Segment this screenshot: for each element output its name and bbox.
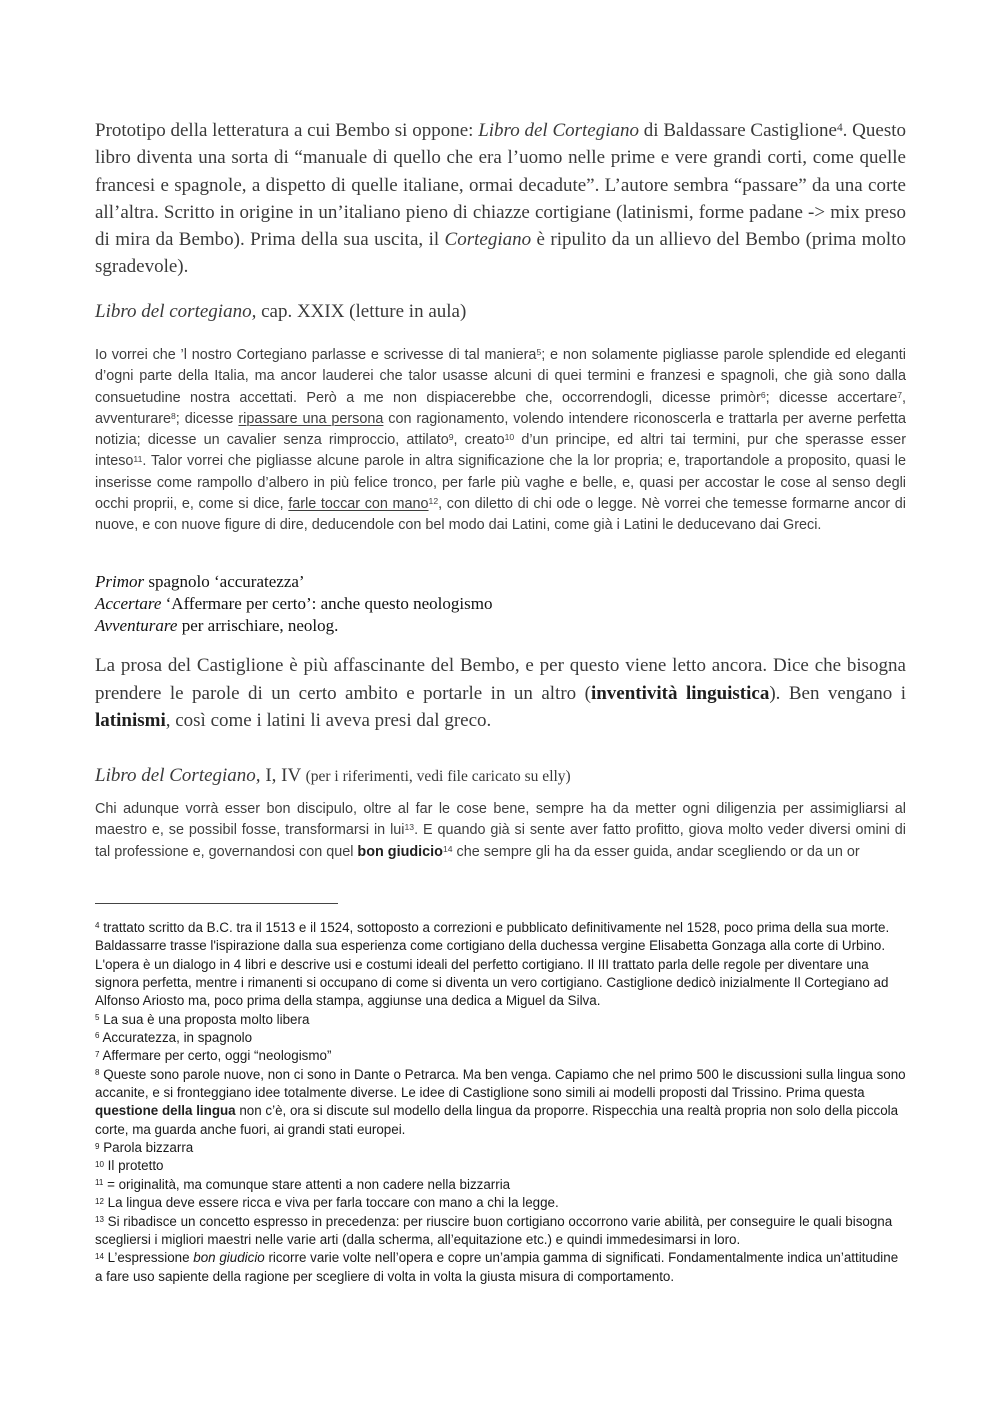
text-run: , con diletto di chi ode o legge. Nè vorrei che temesse formarne ancor di nuove, e con nuove figure di dire, deducendole con bel modo dai Latini, come già i Latini le deducevano dai Greci.	[95, 496, 906, 534]
commentary-paragraph	[95, 652, 906, 735]
heading-note: (per i riferimenti, vedi file caricato su elly)	[305, 768, 571, 785]
footnote-ref-5[interactable]: 5	[536, 347, 542, 358]
footnote-text: Queste sono parole nuove, non ci sono in Dante o Petrarca. Ma ben venga. Capiamo che nel primo 500 le discussioni sulla lingua sono accanite, e si fronteggiano idee totalmente diverse. Le idee di Castiglione sono simili ai modelli proposti dal Trissino. Prima questa	[95, 1066, 906, 1101]
text-run: con ragionamento, volendo intendere riconoscerla e trattarla per averne perfetta notizia; dicesse un cavalier senza rimproccio, attilato	[95, 410, 906, 449]
footnote-ref-7[interactable]: 7	[897, 389, 902, 400]
footnote-ref-14[interactable]: 14	[442, 843, 453, 854]
text-run: Prototipo della letteratura a cui Bembo si oppone:	[95, 120, 479, 141]
footnote-text: trattato scritto da B.C. tra il 1513 e il 1524, sottoposto a correzioni e pubblicato definitivamente nel 1528, poco prima della sua morte. Baldassarre trasse l'ispirazione dalla sua esperienza come cortigiano della duchessa vergine Elisabetta Gonzaga alla corte di Urbino. L'opera è un dialogo in 4 libri e descrive usi e costumi ideali del perfetto cortigiano. Il III trattato parla delle regole per diventare una signora perfetta, mentre i rimanenti si occupano di come si diventa un vero cortigiano. Castiglione dedicò inizialmente Il Cortegiano ad Alfonso Ariosto ma, poco prima della stampa, aggiunse una dedica a Miguel da Silva.	[95, 920, 890, 1009]
footnote-9	[95, 1139, 906, 1157]
bold-term: questione della lingua	[95, 1103, 236, 1119]
text-run: , avventurare	[95, 389, 906, 427]
footnote-text: non c’è, ora si discute sul modello della lingua da proporre. Rispecchia una realtà propria non solo della piccola corte, ma guarda anche fuori, ai grandi stati europei.	[95, 1103, 899, 1137]
text-run: , creato	[453, 432, 505, 449]
glossary-term: Avventurare	[95, 616, 178, 635]
text-run: d’un principe, ed altri tai termini, pur che sperasse esser inteso	[95, 432, 906, 470]
underlined-phrase: ripassare una persona	[238, 410, 384, 427]
text-run: . Questo libro diventa una sorta di “manuale di quello che era l’uomo nelle prime e vere grandi corti, come quelle francesi e spagnole, a dispetto di quelle italiane, ormai decadute”. L’autore sembra “passare” da una corte all’altra. Scritto in origine in un’italiano pieno di chiazze cortigiane (latinismi, forme padane -> mix preso di mira da Bembo). Prima della sua uscita, il	[95, 120, 906, 251]
footnotes	[95, 919, 906, 1286]
footnote-ref-12[interactable]: 12	[428, 496, 439, 507]
footnote-text: L’espressione	[103, 1250, 194, 1266]
glossary-term: Accertare	[95, 594, 162, 613]
underlined-phrase: farle toccar con mano	[288, 496, 429, 513]
glossary-term: Primor	[95, 572, 145, 591]
italic-term: bon giudicio	[193, 1250, 265, 1266]
text-run: ; dicesse	[175, 410, 239, 427]
text-run: , così come i latini li aveva presi dal greco.	[165, 710, 492, 731]
footnote-6	[95, 1029, 906, 1047]
footnote-11	[95, 1176, 906, 1194]
footnote-text: Si ribadisce un concetto espresso in precedenza: per riuscire buon cortigiano occorrono varie abilità, per conseguire le quali bisogna scegliersi i migliori maestri nelle varie arti (dalla scherma, all’equitazione etc.) e quindi immedesimarsi in loro.	[95, 1213, 893, 1247]
footnote-text: La sua è una proposta molto libera	[99, 1011, 310, 1027]
section-heading-1	[95, 299, 906, 325]
footnote-ref-9[interactable]: 9	[448, 432, 454, 443]
text-run: ; e non solamente pigliasse parole splendide ed eleganti d’ogni parte della Italia, ma ancor lauderei che talor usasse alcuni di quei termini e franzesi e spagnoli, che già sono dalla consuetudine nostra accettati. Però a me non dispiacerebbe che, occorrendogli, dicesse primòr	[95, 347, 906, 406]
quote-excerpt-1	[95, 345, 906, 537]
text-run: Chi adunque vorrà esser bon discipulo, oltre al far le cose bene, sempre ha da metter ogni diligenzia per assimigliarsi al maestro e, se possibil fosse, transformarsi in lui	[95, 801, 906, 839]
text-run: è ripulito da un allievo del Bembo (prima molto sgradevole).	[95, 229, 906, 278]
text-run: . Talor vorrei che pigliasse alcune parole in altra significazione che la lor propria; e, traportandole a proposito, quasi le inserisse come rampollo d’albero in più felice tronco, per farle più vaghe e belle, e, quasi per accostar le cose al senso degli occhi proprii, e, come si dice,	[95, 453, 906, 513]
footnote-ref-6[interactable]: 6	[760, 389, 766, 400]
bold-term: inventività linguistica	[590, 682, 770, 704]
footnote-5	[95, 1011, 906, 1029]
text-run: di Baldassare Castiglione	[639, 120, 837, 141]
footnote-number: 5	[95, 1013, 100, 1023]
footnote-14	[95, 1249, 906, 1286]
heading-title: Libro del cortegiano,	[95, 301, 257, 322]
footnote-text: = originalità, ma comunque stare attenti a non cadere nella bizzarria	[103, 1176, 511, 1192]
book-title: Cortegiano	[444, 229, 532, 251]
footnote-number: 9	[95, 1141, 100, 1151]
footnote-4	[95, 919, 906, 1011]
footnote-10	[95, 1157, 906, 1175]
text-run: . E quando già si sente aver fatto profitto, giova molto veder diversi omini di tal professione e, governandosi con quel	[95, 822, 906, 860]
quote-excerpt-2	[95, 799, 906, 863]
bold-term: bon giudicio	[357, 843, 443, 860]
glossary-notes	[95, 571, 906, 637]
glossary-definition: spagnolo ‘accuratezza’	[144, 572, 305, 591]
footnote-7	[95, 1047, 906, 1065]
footnote-text: Affermare per certo, oggi “neologismo”	[99, 1048, 332, 1064]
footnote-text: Accuratezza, in spagnolo	[99, 1030, 253, 1046]
footnote-text: Parola bizzarra	[99, 1140, 194, 1156]
heading-ref: I, IV	[260, 765, 306, 786]
heading-title: Libro del Cortegiano,	[95, 765, 261, 786]
glossary-item	[95, 571, 906, 593]
glossary-item	[95, 615, 906, 637]
footnote-8	[95, 1066, 906, 1139]
glossary-definition: ‘Affermare per certo’: anche questo neologismo	[161, 594, 493, 613]
intro-paragraph	[95, 117, 906, 281]
footnote-number: 12	[95, 1196, 104, 1206]
footnote-number: 8	[95, 1068, 100, 1078]
footnote-ref-4[interactable]: 4	[836, 121, 843, 134]
footnote-separator	[95, 903, 338, 904]
footnote-number: 10	[95, 1159, 104, 1169]
footnote-ref-13[interactable]: 13	[404, 822, 415, 833]
text-run: La prosa del Castiglione è più affascinante del Bembo, e per questo viene letto ancora. Dice che bisogna prendere le parole di un certo ambito e portarle in un altro (	[95, 655, 906, 704]
text-run: ; dicesse accertare	[765, 389, 898, 406]
footnote-number: 7	[95, 1049, 100, 1059]
footnote-ref-10[interactable]: 10	[504, 432, 515, 443]
footnote-text: ricorre varie volte nell’opera e copre un’ampia gamma di significati. Fondamentalmente indica un’attitudine a fare uso sapiente della ragione per scegliere di volta in volta la giusta misura di comportamento.	[95, 1250, 899, 1284]
section-heading-2	[95, 763, 906, 790]
footnote-number: 14	[95, 1251, 104, 1261]
footnote-number: 13	[95, 1214, 104, 1224]
footnote-text: Il protetto	[103, 1158, 164, 1174]
footnote-12	[95, 1194, 906, 1212]
text-run: Io vorrei che ’l nostro Cortegiano parlasse e scrivesse di tal maniera	[95, 347, 537, 363]
text-run: ). Ben vengano i	[769, 682, 907, 704]
footnote-13	[95, 1213, 906, 1250]
footnote-ref-8[interactable]: 8	[171, 411, 176, 422]
footnote-ref-11[interactable]: 11	[133, 453, 143, 464]
footnote-number: 4	[95, 921, 100, 931]
glossary-item	[95, 593, 906, 615]
bold-term: latinismi	[95, 710, 166, 731]
book-title: Libro del Cortegiano	[478, 120, 640, 141]
footnote-text: La lingua deve essere ricca e viva per farla toccare con mano a chi la legge.	[103, 1195, 559, 1211]
footnote-number: 6	[95, 1031, 100, 1041]
glossary-definition: per arrischiare, neolog.	[177, 616, 339, 635]
text-run: che sempre gli ha da esser guida, andar scegliendo or da un or	[452, 843, 860, 860]
heading-ref: cap. XXIX (letture in aula)	[256, 301, 467, 322]
footnote-number: 11	[95, 1178, 104, 1188]
